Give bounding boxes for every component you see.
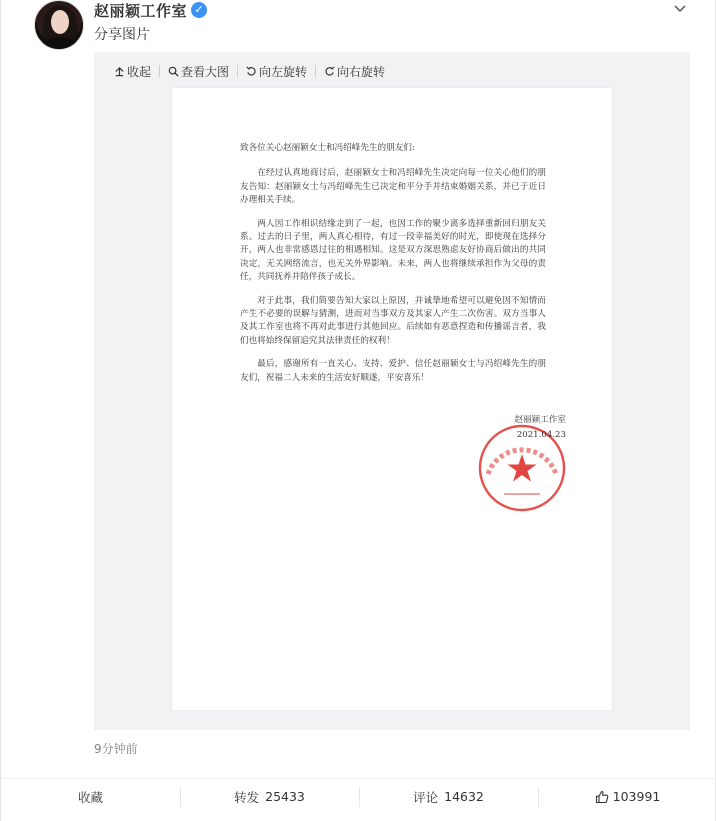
author-name[interactable]: 赵丽颖工作室: [94, 1, 188, 20]
thumbs-up-icon: [595, 790, 609, 804]
repost-count: 25433: [265, 789, 305, 804]
comment-count: 14632: [444, 789, 484, 804]
statement-paragraph: 在经过认真地商讨后，赵丽颖女士和冯绍峰先生决定向每一位关心他们的朋友告知：赵丽颖女士与冯绍峰先生已决定和平分手并结束婚姻关系，并已于近日办理相关手续。: [240, 168, 546, 206]
rotate-right-label: 向右旋转: [337, 64, 386, 79]
collapse-label: 收起: [127, 64, 152, 79]
favorite-button[interactable]: [1, 779, 180, 814]
view-large-label: 查看大图: [181, 64, 230, 79]
author-row: [94, 0, 207, 20]
like-button[interactable]: [538, 779, 716, 814]
statement-paragraph: 两人因工作相识结缘走到了一起，也因工作的聚少离多选择重新回归朋友关系。过去的日子里，两人真心相待，有过一段幸福美好的时光，即使现在选择分开，两人也非常感恩过往的相遇相知。这是双方深思熟虑友好协商后做出的共同决定，无关网络流言，也无关外界影响。未来，两人也将继续承担作为父母的责任，共同抚养并陪伴孩子成长。: [240, 218, 546, 283]
post-timestamp[interactable]: 9分钟前: [94, 742, 138, 756]
avatar[interactable]: [34, 0, 84, 50]
view-large-button[interactable]: [168, 63, 229, 80]
rotate-left-label: 向左旋转: [259, 64, 308, 79]
post-actions-bar: [1, 778, 716, 814]
media-toolbar: [114, 62, 385, 80]
statement-signature: [502, 414, 566, 442]
toolbar-divider: [237, 65, 238, 77]
avatar-face: [51, 10, 69, 34]
verified-badge-icon: ✓: [191, 2, 207, 18]
media-viewer: [94, 52, 690, 730]
signature-date: 2021.04.23: [516, 430, 566, 440]
statement-greeting: 致各位关心赵丽颖女士和冯绍峰先生的朋友们:: [240, 143, 415, 153]
toolbar-divider: [159, 65, 160, 77]
comment-button[interactable]: [359, 779, 538, 814]
search-icon: [168, 66, 179, 77]
statement-paragraph: 最后，感谢所有一直关心、支持、爱护、信任赵丽颖女士与冯绍峰先生的朋友们，祝福二人未来的生活安好顺遂，平安喜乐！: [240, 359, 546, 383]
repost-label: 转发: [234, 789, 260, 805]
repost-button[interactable]: [180, 779, 359, 814]
comment-label: 评论: [413, 789, 439, 805]
statement-document-image[interactable]: [172, 88, 612, 710]
avatar-shoulder: [41, 37, 79, 50]
rotate-left-button[interactable]: [246, 63, 307, 80]
like-count: 103991: [612, 789, 661, 804]
toolbar-divider: [315, 65, 316, 77]
post-caption: 分享图片: [94, 27, 150, 43]
rotate-right-button[interactable]: [324, 63, 385, 80]
rotate-right-icon: [324, 66, 335, 77]
collapse-icon: [114, 66, 125, 77]
collapse-button[interactable]: [114, 63, 151, 80]
signature-name: 赵丽颖工作室: [514, 415, 566, 425]
chevron-down-icon[interactable]: [673, 2, 687, 16]
statement-text: [240, 142, 546, 395]
favorite-label: 收藏: [77, 789, 103, 805]
statement-paragraph: 对于此事，我们简要告知大家以上原因，并诚挚地希望可以避免因不知情而产生不必要的误解与猜测，进而对当事双方及其家人产生二次伤害。双方当事人及其工作室也将不再对此事进行其他回应。后续如有恶意捏造和传播谣言者，我们也将始终保留追究其法律责任的权利！: [240, 295, 546, 346]
rotate-left-icon: [246, 66, 257, 77]
